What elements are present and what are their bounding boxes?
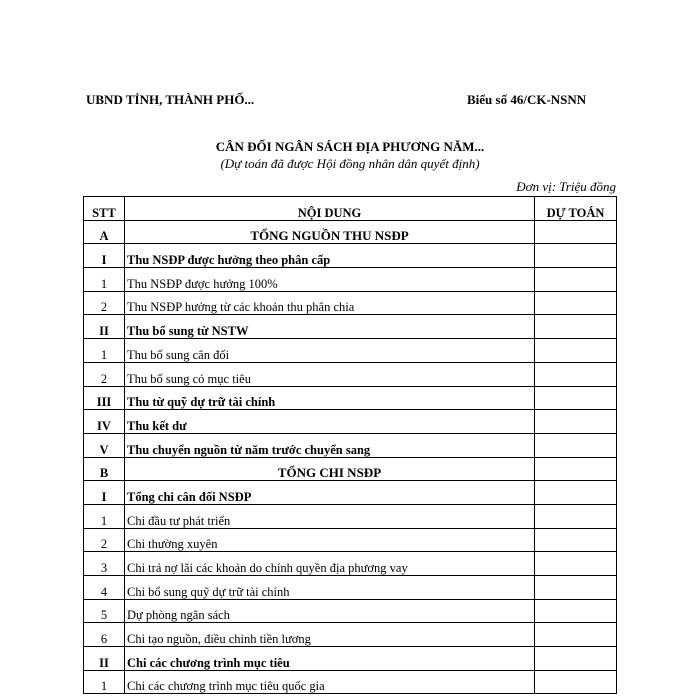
row-stt: 1 (84, 670, 125, 694)
row-estimate (535, 528, 617, 552)
table-row (84, 457, 617, 481)
table-row (84, 504, 617, 528)
row-estimate (535, 291, 617, 315)
row-stt: 5 (84, 599, 125, 623)
table-row (84, 670, 617, 694)
row-stt: B (84, 457, 125, 481)
row-estimate (535, 362, 617, 386)
unit-label: Đơn vị: Triệu đồng (516, 179, 616, 194)
row-content: Chi tạo nguồn, điều chỉnh tiền lương (125, 623, 535, 647)
row-content: Thu từ quỹ dự trữ tài chính (125, 386, 535, 410)
budget-table (83, 196, 617, 694)
row-stt: 4 (84, 576, 125, 600)
row-stt: 1 (84, 504, 125, 528)
document-title: CÂN ĐỐI NGÂN SÁCH ĐỊA PHƯƠNG NĂM... (215, 139, 485, 154)
header-content: NỘI DUNG (125, 197, 535, 221)
row-estimate (535, 457, 617, 481)
row-estimate (535, 576, 617, 600)
row-content: Chi các chương trình mục tiêu quốc gia (125, 670, 535, 694)
table-row (84, 433, 617, 457)
row-stt: I (84, 481, 125, 505)
row-content: Chi trả nợ lãi các khoản do chính quyền địa phương vay (125, 552, 535, 576)
row-stt: 2 (84, 528, 125, 552)
table-row (84, 552, 617, 576)
row-estimate (535, 647, 617, 671)
header-estimate: DỰ TOÁN (535, 197, 617, 221)
row-estimate (535, 244, 617, 268)
row-stt: III (84, 386, 125, 410)
table-row (84, 386, 617, 410)
row-content: Thu NSĐP được hưởng theo phân cấp (125, 244, 535, 268)
row-estimate (535, 481, 617, 505)
table-row (84, 576, 617, 600)
row-content: Chi bổ sung quỹ dự trữ tài chính (125, 576, 535, 600)
table-row (84, 268, 617, 292)
table-row (84, 623, 617, 647)
row-content: Chi các chương trình mục tiêu (125, 647, 535, 671)
row-estimate (535, 220, 617, 244)
row-content: Chi thường xuyên (125, 528, 535, 552)
row-content: TỔNG CHI NSĐP (125, 457, 535, 481)
row-content: Thu NSĐP được hưởng 100% (125, 268, 535, 292)
row-stt: 2 (84, 362, 125, 386)
row-content: TỔNG NGUỒN THU NSĐP (125, 220, 535, 244)
row-stt: 1 (84, 339, 125, 363)
row-stt: V (84, 433, 125, 457)
row-stt: 3 (84, 552, 125, 576)
table-row (84, 315, 617, 339)
row-estimate (535, 599, 617, 623)
table-row (84, 410, 617, 434)
row-content: Dự phòng ngân sách (125, 599, 535, 623)
row-stt: II (84, 315, 125, 339)
row-estimate (535, 504, 617, 528)
row-estimate (535, 339, 617, 363)
row-estimate (535, 670, 617, 694)
row-estimate (535, 433, 617, 457)
row-estimate (535, 410, 617, 434)
row-content: Thu chuyển nguồn từ năm trước chuyển sang (125, 433, 535, 457)
row-stt: 6 (84, 623, 125, 647)
table-row (84, 291, 617, 315)
row-content: Thu bổ sung cân đối (125, 339, 535, 363)
document-subtitle: (Dự toán đã được Hội đồng nhân dân quyết định) (220, 156, 480, 171)
form-number: Biểu số 46/CK-NSNN (467, 92, 587, 107)
row-content: Tổng chi cân đối NSĐP (125, 481, 535, 505)
row-content: Chi đầu tư phát triển (125, 504, 535, 528)
table-row (84, 220, 617, 244)
row-stt: 1 (84, 268, 125, 292)
agency-name: UBND TỈNH, THÀNH PHỐ... (86, 92, 255, 107)
row-estimate (535, 386, 617, 410)
row-estimate (535, 268, 617, 292)
table-row (84, 339, 617, 363)
table-row (84, 647, 617, 671)
row-content: Thu NSĐP hưởng từ các khoản thu phân chia (125, 291, 535, 315)
row-stt: A (84, 220, 125, 244)
row-stt: 2 (84, 291, 125, 315)
table-row (84, 528, 617, 552)
table-row (84, 244, 617, 268)
row-stt: I (84, 244, 125, 268)
row-estimate (535, 552, 617, 576)
row-estimate (535, 623, 617, 647)
table-row (84, 481, 617, 505)
row-estimate (535, 315, 617, 339)
header-stt: STT (84, 197, 125, 221)
row-content: Thu bổ sung từ NSTW (125, 315, 535, 339)
row-stt: IV (84, 410, 125, 434)
table-row (84, 599, 617, 623)
table-header-row (84, 197, 617, 221)
row-stt: II (84, 647, 125, 671)
row-content: Thu bổ sung có mục tiêu (125, 362, 535, 386)
table-row (84, 362, 617, 386)
row-content: Thu kết dư (125, 410, 535, 434)
